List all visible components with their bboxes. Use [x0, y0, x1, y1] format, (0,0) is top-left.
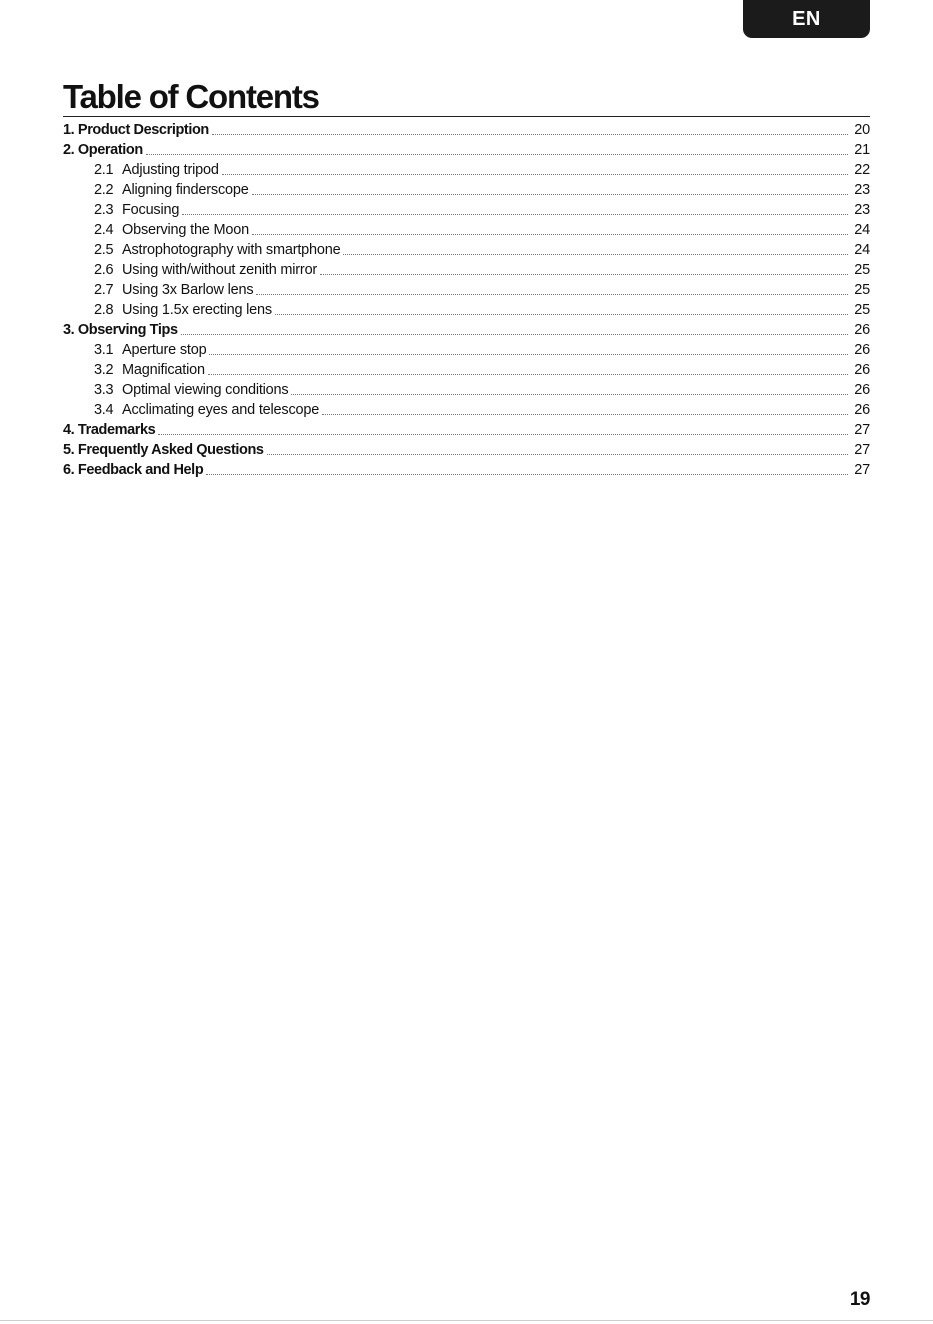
page-title: Table of Contents — [63, 78, 319, 115]
toc-entry-erecting-lens[interactable] — [63, 300, 870, 320]
title-divider — [63, 116, 870, 117]
toc-dot-leader — [158, 433, 848, 435]
toc-entry-page: 27 — [854, 442, 870, 458]
toc-dot-leader — [181, 333, 848, 335]
toc-entry-page: 26 — [854, 342, 870, 358]
toc-entry-label: Using 1.5x erecting lens — [122, 302, 272, 318]
toc-entry-astrophotography[interactable] — [63, 240, 870, 260]
toc-entry-feedback-and-help[interactable] — [63, 460, 870, 480]
toc-dot-leader — [291, 393, 848, 395]
toc-entry-label: 4. Trademarks — [63, 422, 156, 438]
toc-entry-label: Astrophotography with smartphone — [122, 242, 341, 258]
toc-entry-number: 2.6 — [94, 262, 114, 278]
toc-entry-acclimating[interactable] — [63, 400, 870, 420]
toc-entry-page: 22 — [854, 162, 870, 178]
toc-dot-leader — [212, 133, 848, 135]
toc-entry-label: Optimal viewing conditions — [122, 382, 289, 398]
toc-dot-leader — [320, 273, 848, 275]
toc-entry-page: 26 — [854, 382, 870, 398]
toc-entry-page: 24 — [854, 222, 870, 238]
toc-entry-focusing[interactable] — [63, 200, 870, 220]
toc-entry-number: 2.2 — [94, 182, 114, 198]
toc-entry-zenith-mirror[interactable] — [63, 260, 870, 280]
toc-entry-number: 2.8 — [94, 302, 114, 318]
toc-entry-aligning-finderscope[interactable] — [63, 180, 870, 200]
page-number: 19 — [849, 1289, 870, 1310]
toc-entry-optimal-viewing-conditions[interactable] — [63, 380, 870, 400]
toc-entry-label: Adjusting tripod — [122, 162, 219, 178]
table-of-contents — [63, 120, 870, 480]
toc-entry-faq[interactable] — [63, 440, 870, 460]
toc-entry-page: 25 — [854, 282, 870, 298]
toc-entry-page: 21 — [854, 142, 870, 158]
toc-entry-aperture-stop[interactable] — [63, 340, 870, 360]
toc-entry-trademarks[interactable] — [63, 420, 870, 440]
toc-dot-leader — [208, 373, 848, 375]
toc-entry-label: Focusing — [122, 202, 180, 218]
toc-entry-label: 2. Operation — [63, 142, 143, 158]
toc-entry-number: 3.1 — [94, 342, 114, 358]
toc-entry-page: 25 — [854, 302, 870, 318]
toc-dot-leader — [206, 473, 848, 475]
toc-entry-page: 27 — [854, 462, 870, 478]
toc-entry-page: 26 — [854, 322, 870, 338]
toc-entry-page: 23 — [854, 202, 870, 218]
toc-entry-number: 3.3 — [94, 382, 114, 398]
toc-entry-label: 5. Frequently Asked Questions — [63, 442, 264, 458]
toc-entry-operation[interactable] — [63, 140, 870, 160]
toc-entry-magnification[interactable] — [63, 360, 870, 380]
toc-dot-leader — [146, 153, 848, 155]
toc-entry-adjusting-tripod[interactable] — [63, 160, 870, 180]
toc-entry-number: 2.7 — [94, 282, 114, 298]
toc-dot-leader — [322, 413, 848, 415]
toc-entry-page: 26 — [854, 402, 870, 418]
toc-entry-page: 26 — [854, 362, 870, 378]
toc-entry-page: 24 — [854, 242, 870, 258]
toc-entry-label: Magnification — [122, 362, 205, 378]
toc-entry-page: 25 — [854, 262, 870, 278]
toc-entry-label: Acclimating eyes and telescope — [122, 402, 320, 418]
toc-entry-page: 20 — [854, 122, 870, 138]
toc-dot-leader — [275, 313, 848, 315]
toc-entry-number: 2.1 — [94, 162, 114, 178]
toc-entry-page: 23 — [854, 182, 870, 198]
toc-entry-number: 3.4 — [94, 402, 114, 418]
toc-entry-label: Using 3x Barlow lens — [122, 282, 254, 298]
toc-entry-label: Aligning finderscope — [122, 182, 249, 198]
toc-dot-leader — [267, 453, 848, 455]
toc-entry-label: 1. Product Description — [63, 122, 209, 138]
toc-entry-number: 2.4 — [94, 222, 114, 238]
toc-entry-page: 27 — [854, 422, 870, 438]
toc-dot-leader — [209, 353, 848, 355]
toc-entry-product-description[interactable] — [63, 120, 870, 140]
toc-entry-observing-tips[interactable] — [63, 320, 870, 340]
toc-entry-label: Aperture stop — [122, 342, 207, 358]
toc-dot-leader — [182, 213, 848, 215]
toc-entry-label: Using with/without zenith mirror — [122, 262, 318, 278]
toc-dot-leader — [256, 293, 848, 295]
toc-entry-label: 6. Feedback and Help — [63, 462, 204, 478]
toc-dot-leader — [252, 193, 848, 195]
language-tab[interactable] — [743, 0, 870, 38]
toc-dot-leader — [252, 233, 848, 235]
toc-entry-label: Observing the Moon — [122, 222, 249, 238]
toc-entry-label: 3. Observing Tips — [63, 322, 178, 338]
language-tab-label: EN — [792, 7, 821, 30]
page-bottom-edge — [0, 1320, 933, 1321]
toc-entry-observing-the-moon[interactable] — [63, 220, 870, 240]
toc-entry-number: 2.5 — [94, 242, 114, 258]
toc-entry-barlow-lens[interactable] — [63, 280, 870, 300]
toc-dot-leader — [343, 253, 848, 255]
toc-entry-number: 3.2 — [94, 362, 114, 378]
toc-entry-number: 2.3 — [94, 202, 114, 218]
toc-dot-leader — [222, 173, 848, 175]
